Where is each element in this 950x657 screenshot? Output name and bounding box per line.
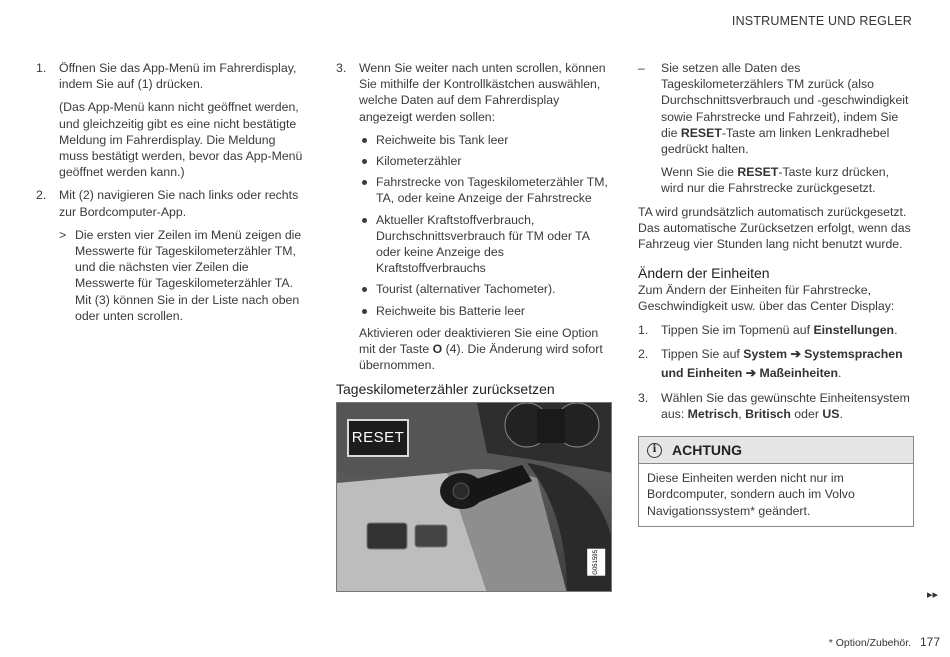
list-item: Tourist (alternativer Tachometer). — [359, 281, 614, 297]
result-marker: > — [59, 227, 67, 242]
achtung-box — [638, 436, 914, 527]
heading-units: Ändern der Einheiten — [638, 265, 770, 282]
arrow-icon: ➔ — [790, 346, 801, 361]
ta-text: TA wird grundsätzlich automatisch zurückgesetzt. Das automatische Zurücksetzen erfolgt, wenn das Fahrzeug vier Stunden lang nicht benutzt wurde. — [638, 204, 911, 252]
page-footer — [829, 634, 940, 651]
list-item: Reichweite bis Tank leer — [359, 132, 614, 148]
step-2 — [36, 187, 308, 324]
step-text: Wenn Sie weiter nach unten scrollen, können Sie mithilfe der Kontrollkästchen auswählen, welche Daten auf dem Fahrerdisplay angezeigt werden sollen: — [359, 61, 606, 124]
section-header: INSTRUMENTE UND REGLER — [731, 14, 912, 28]
photo-code: G051595 — [587, 549, 605, 576]
list-item: Fahrstrecke von Tageskilometerzähler TM, TA, oder keine Anzeige der Fahrstrecke — [359, 174, 614, 206]
option-metrisch: Metrisch — [687, 407, 739, 422]
list-item: Reichweite bis Batterie leer — [359, 303, 614, 319]
info-icon: i — [647, 443, 662, 458]
option-list — [359, 132, 614, 319]
menu-system: System — [743, 346, 788, 361]
step-result — [59, 227, 308, 324]
units-step-3: 3. Wählen Sie das gewünschte Einheitensystem aus: Metrisch, Britisch oder US. — [638, 390, 910, 422]
column-2 — [336, 60, 614, 592]
activate-text: Aktivieren oder deaktivieren Sie eine Option mit der Taste O (4). Die Änderung wird sofort übernommen. — [359, 325, 603, 373]
step-3 — [336, 60, 614, 373]
heading-reset: Tageskilometerzähler zurücksetzen — [336, 381, 555, 398]
step-1 — [36, 60, 308, 180]
achtung-title: ACHTUNG — [672, 442, 742, 459]
key-o: O — [432, 342, 443, 357]
footer-note: * Option/Zubehör. — [828, 637, 912, 649]
achtung-text: Diese Einheiten werden nicht nur im Bordcomputer, sondern auch im Volvo Navigationssystem* geändert. — [647, 471, 855, 518]
step-number: 1. — [36, 61, 47, 75]
next-page-icon[interactable]: ▸▸ — [926, 589, 938, 601]
units-intro: Zum Ändern der Einheiten für Fahrstrecke, Geschwindigkeit usw. über das Center Display: — [638, 283, 895, 314]
step-number: 1. — [638, 322, 649, 337]
step-number: 3. — [336, 61, 347, 75]
option-britisch: Britisch — [745, 407, 791, 422]
page-number: 177 — [919, 635, 940, 649]
units-step-2: 2. Tippen Sie auf System ➔ Systemsprachen und Einheiten ➔ Maßeinheiten. — [638, 346, 903, 380]
units-step-1: 1. Tippen Sie im Topmenü auf Einstellungen. — [638, 322, 898, 337]
arrow-icon: ➔ — [745, 365, 757, 380]
result-text: Die ersten vier Zeilen im Menü zeigen die Messwerte für Tageskilometerzähler TM, und die nächsten vier Zeilen die Messwerte für Tageskilometerzähler TA. Mit (3) können Sie in der Liste nach oben oder unten scrollen. — [75, 227, 302, 323]
list-item: Aktueller Kraftstoffverbrauch, Durchschnittsverbrauch für TM oder TA oder keine Anzeige des Kraftstoffverbrauchs — [359, 212, 614, 277]
step-number: 3. — [638, 390, 649, 405]
step-text: Mit (2) navigieren Sie nach links oder rechts zur Bordcomputer-App. — [59, 188, 299, 219]
step-number: 2. — [36, 188, 47, 203]
reset-instruction — [638, 60, 914, 197]
list-item: Kilometerzähler — [359, 153, 614, 169]
dash-marker: – — [638, 61, 645, 75]
reset-label: RESET — [347, 419, 409, 457]
reset-key: RESET — [680, 125, 722, 140]
menu-systemsprachen: Systemsprachen und Einheiten — [661, 346, 903, 380]
achtung-header — [639, 437, 913, 464]
step-number: 2. — [638, 346, 649, 361]
short-press-text: Wenn Sie die RESET-Taste kurz drücken, wird nur die Fahrstrecke zurückgesetzt. — [661, 165, 890, 196]
step-note: (Das App-Menü kann nicht geöffnet werden, und gleichzeitig gibt es eine nicht bestätigte Meldung im Fahrerdisplay. Die Meldung muss bestätigt werden, bevor das App-Menü geöffnet werden kann.) — [59, 100, 303, 180]
reset-text: Sie setzen alle Daten des Tageskilometerzählers TM zurück (also Durchschnittsverbrauch und -geschwindigkeit sowie Fahrstrecke und Fahrzeit), indem Sie die RESET-Taste am linken Lenkradhebel gedrückt halten. — [661, 61, 909, 157]
column-3 — [638, 60, 914, 527]
column-1 — [36, 60, 308, 331]
steering-lever-photo — [336, 402, 612, 592]
menu-einstellungen: Einstellungen — [813, 322, 895, 337]
step-text: Öffnen Sie das App-Menü im Fahrerdisplay, indem Sie auf (1) drücken. — [59, 61, 297, 92]
reset-key: RESET — [737, 165, 779, 180]
menu-masseinheiten: Maßeinheiten — [759, 365, 839, 380]
option-us: US — [822, 407, 840, 422]
